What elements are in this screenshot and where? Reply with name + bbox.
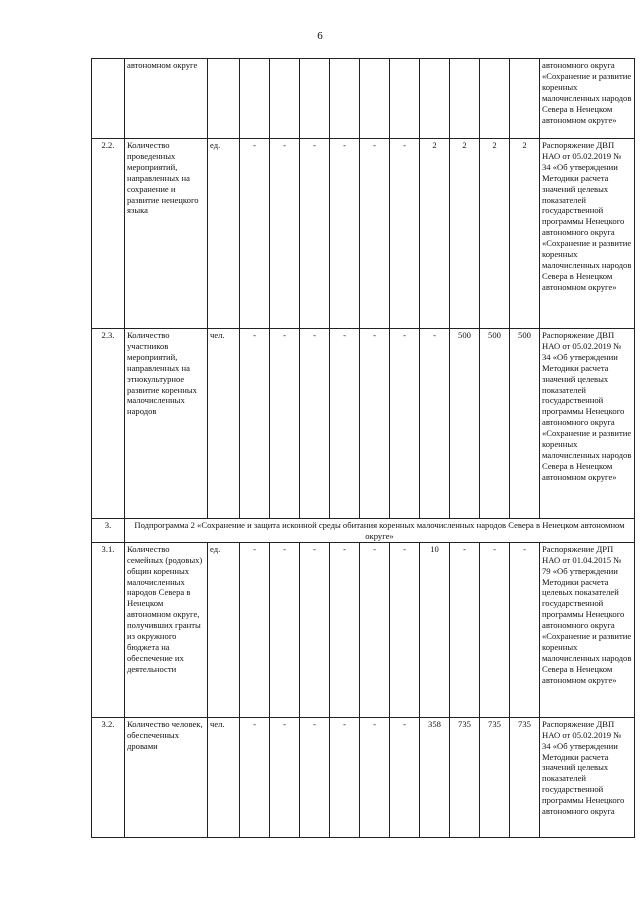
- value-cell: 735: [510, 717, 540, 837]
- row-number: [92, 59, 125, 139]
- unit-cell: [208, 59, 240, 139]
- row-number: 3.1.: [92, 542, 125, 717]
- basis-cell: Распоряжение ДВП НАО от 05.02.2019 № 34 «Об утверждении Методики расчета значений целевых показателей государственной программы Ненецкого автономного округа: [540, 717, 635, 837]
- value-cell: -: [510, 542, 540, 717]
- basis-cell: Распоряжение ДРП НАО от 01.04.2015 № 79 «Об утверждении Методики расчета целевых показателей государственной программы Ненецкого автономного округа «Сохранение и развитие коренных малочисленных народов Севера в Ненецком автономном округе»: [540, 542, 635, 717]
- value-cell: -: [300, 717, 330, 837]
- value-cell: -: [300, 542, 330, 717]
- value-cell: [270, 59, 300, 139]
- value-cell: [480, 59, 510, 139]
- value-cell: [390, 59, 420, 139]
- value-cell: -: [330, 542, 360, 717]
- value-cell: -: [390, 329, 420, 519]
- value-cell: 2: [450, 139, 480, 329]
- value-cell: -: [390, 139, 420, 329]
- value-cell: -: [330, 329, 360, 519]
- value-cell: [330, 59, 360, 139]
- value-cell: -: [360, 542, 390, 717]
- unit-cell: ед.: [208, 542, 240, 717]
- indicators-table: [91, 58, 635, 838]
- value-cell: [510, 59, 540, 139]
- row-number: 3.2.: [92, 717, 125, 837]
- page-number: 6: [317, 30, 323, 42]
- basis-cell: автономного округа «Сохранение и развитие коренных малочисленных народов Севера в Ненецком автономном округе»: [540, 59, 635, 139]
- value-cell: -: [270, 717, 300, 837]
- value-cell: -: [360, 329, 390, 519]
- value-cell: -: [390, 542, 420, 717]
- value-cell: [450, 59, 480, 139]
- value-cell: -: [330, 717, 360, 837]
- value-cell: -: [270, 329, 300, 519]
- table-row: [92, 717, 635, 837]
- table-row: [92, 542, 635, 717]
- value-cell: -: [240, 717, 270, 837]
- table-row: [92, 59, 635, 139]
- value-cell: [420, 59, 450, 139]
- row-number: 2.3.: [92, 329, 125, 519]
- indicator-name: Количество семейных (родовых) общин коренных малочисленных народов Севера в Ненецком автономном округе, получивших гранты из окружного бюджета на обеспечение их деятельности: [125, 542, 208, 717]
- indicator-name: Количество человек, обеспеченных дровами: [125, 717, 208, 837]
- value-cell: -: [240, 139, 270, 329]
- value-cell: 735: [450, 717, 480, 837]
- value-cell: -: [390, 717, 420, 837]
- indicator-name: автономном округе: [125, 59, 208, 139]
- value-cell: 10: [420, 542, 450, 717]
- unit-cell: чел.: [208, 717, 240, 837]
- unit-cell: ед.: [208, 139, 240, 329]
- value-cell: -: [360, 139, 390, 329]
- table-row: [92, 329, 635, 519]
- value-cell: -: [240, 542, 270, 717]
- table-row: [92, 139, 635, 329]
- basis-cell: Распоряжение ДВП НАО от 05.02.2019 № 34 «Об утверждении Методики расчета значений целевых показателей государственной программы Ненецкого автономного округа «Сохранение и развитие коренных малочисленных народов Севера в Ненецком автономном округе»: [540, 139, 635, 329]
- basis-cell: Распоряжение ДВП НАО от 05.02.2019 № 34 «Об утверждении Методики расчета значений целевых показателей государственной программы Ненецкого автономного округа «Сохранение и развитие коренных малочисленных народов Севера в Ненецком автономном округе»: [540, 329, 635, 519]
- value-cell: -: [300, 139, 330, 329]
- value-cell: [240, 59, 270, 139]
- value-cell: [360, 59, 390, 139]
- value-cell: -: [240, 329, 270, 519]
- subprogram-title: Подпрограмма 2 «Сохранение и защита исконной среды обитания коренных малочисленных народов Севера в Ненецком автономном округе»: [134, 520, 625, 541]
- value-cell: 500: [510, 329, 540, 519]
- subprogram-row: [92, 519, 635, 543]
- subprogram-title-cell: [125, 519, 635, 543]
- value-cell: 2: [480, 139, 510, 329]
- value-cell: -: [360, 717, 390, 837]
- value-cell: 2: [510, 139, 540, 329]
- value-cell: -: [270, 542, 300, 717]
- value-cell: 2: [420, 139, 450, 329]
- value-cell: -: [450, 542, 480, 717]
- value-cell: -: [420, 329, 450, 519]
- unit-cell: чел.: [208, 329, 240, 519]
- row-number: 2.2.: [92, 139, 125, 329]
- value-cell: -: [300, 329, 330, 519]
- indicator-name: Количество проведенных мероприятий, направленных на сохранение и развитие ненецкого языка: [125, 139, 208, 329]
- value-cell: [300, 59, 330, 139]
- value-cell: 500: [480, 329, 510, 519]
- value-cell: -: [480, 542, 510, 717]
- indicator-name: Количество участников мероприятий, направленных на этнокультурное развитие коренных малочисленных народов: [125, 329, 208, 519]
- value-cell: -: [270, 139, 300, 329]
- value-cell: -: [330, 139, 360, 329]
- value-cell: 500: [450, 329, 480, 519]
- value-cell: 358: [420, 717, 450, 837]
- row-number: 3.: [92, 519, 125, 543]
- value-cell: 735: [480, 717, 510, 837]
